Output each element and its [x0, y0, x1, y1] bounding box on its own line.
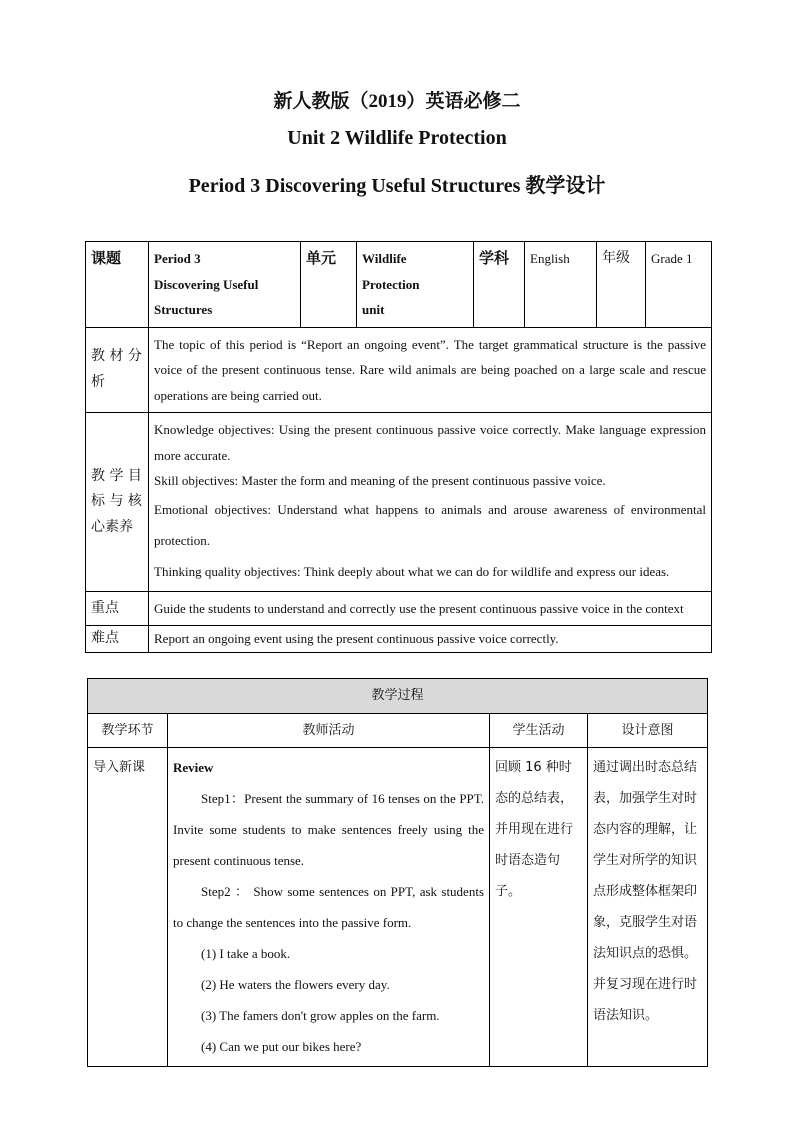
analysis-row: [86, 327, 712, 413]
sentence-item: (1) I take a book.: [201, 946, 291, 961]
intent-cell: 通过调出时态总结表，加强学生对时态内容的理解，让学生对所学的知识点形成整体框架印象，克服学生对语法知识点的恐惧。并复习现在进行时语法知识。: [588, 748, 708, 1067]
unit-value: [357, 242, 474, 328]
unit-line: Wildlife: [362, 251, 407, 266]
info-table: [85, 241, 712, 653]
step1: Step1：Present the summary of 16 tenses on the PPT. Invite some students to make sentences freely using the present continuous tense.: [173, 791, 484, 868]
goals-label-line: 教 学 目: [91, 467, 142, 484]
col-teacher: 教师活动: [168, 713, 490, 748]
goals-label-line: 标 与 核: [91, 493, 142, 509]
analysis-label-line: 析: [91, 373, 105, 390]
process-header: 教学过程: [88, 679, 708, 714]
key-label: 重点: [86, 591, 149, 626]
subject-value: English: [525, 242, 597, 328]
process-column-row: [88, 713, 708, 748]
goal-skill: Skill objectives: Master the form and meaning of the present continuous passive voice.: [154, 473, 606, 488]
analysis-label: [86, 327, 149, 413]
topic-line: Discovering Useful: [154, 276, 259, 292]
grade-label: 年级: [597, 242, 646, 328]
step2: Step2 ： Show some sentences on PPT, ask students to change the sentences into the passive form.: [173, 884, 484, 930]
col-stage: 教学环节: [88, 713, 168, 748]
topic-row: [86, 242, 712, 328]
stage-cell: 导入新课: [88, 748, 168, 1067]
col-student: 学生活动: [490, 713, 588, 748]
period-title: Period 3 Discovering Useful Structures 教学设计: [188, 175, 606, 197]
topic-label: 课题: [86, 242, 149, 328]
unit-label: 单元: [301, 242, 357, 328]
key-row: [86, 591, 712, 626]
topic-value: [149, 242, 301, 328]
unit-line: Protection: [362, 276, 420, 292]
goals-text: [149, 413, 712, 592]
subject-label: 学科: [474, 242, 525, 328]
process-header-row: [88, 679, 708, 714]
difficult-row: [86, 626, 712, 653]
key-text: Guide the students to understand and correctly use the present continuous passive voice in the context: [149, 591, 712, 626]
goal-emotional: Emotional objectives: Understand what happens to animals and arouse awareness of environmental protection.: [154, 501, 706, 548]
goal-thinking: Thinking quality objectives: Think deeply about what we can do for wildlife and express our ideas.: [154, 563, 670, 579]
student-cell: 回顾 16 种时态的总结表，并用现在进行时语态造句子。: [490, 748, 588, 1067]
analysis-text: The topic of this period is “Report an ongoing event”. The target grammatical structure is the passive voice of the present continuous tense. Rare wild animals are being poached on a large scale and rescue operations are being carried out.: [149, 327, 712, 413]
topic-line: Period 3: [154, 251, 201, 266]
unit-title: Unit 2 Wildlife Protection: [287, 127, 507, 149]
sentence-item: (4) Can we put our bikes here?: [201, 1039, 362, 1054]
difficult-label: 难点: [86, 626, 149, 653]
grade-value: Grade 1: [646, 242, 712, 328]
topic-line: Structures: [154, 302, 213, 317]
teacher-cell: [168, 748, 490, 1067]
review-title: Review: [173, 760, 214, 775]
sentence-item: (2) He waters the flowers every day.: [201, 977, 390, 992]
document-title: 新人教版（2019）英语必修二: [273, 91, 521, 112]
process-row: [88, 748, 708, 1067]
unit-line: unit: [362, 302, 385, 317]
goals-row: [86, 413, 712, 592]
process-table: [87, 678, 708, 1067]
goals-label-line: 心素养: [91, 518, 133, 535]
goals-label: [86, 413, 149, 592]
analysis-label-line: 教 材 分: [91, 348, 142, 365]
col-intent: 设计意图: [588, 713, 708, 748]
goal-knowledge: Knowledge objectives: Using the present continuous passive voice correctly. Make language expression more accurate.: [154, 422, 706, 463]
sentence-item: (3) The famers don't grow apples on the farm.: [201, 1008, 440, 1023]
difficult-text: Report an ongoing event using the present continuous passive voice correctly.: [149, 626, 712, 653]
